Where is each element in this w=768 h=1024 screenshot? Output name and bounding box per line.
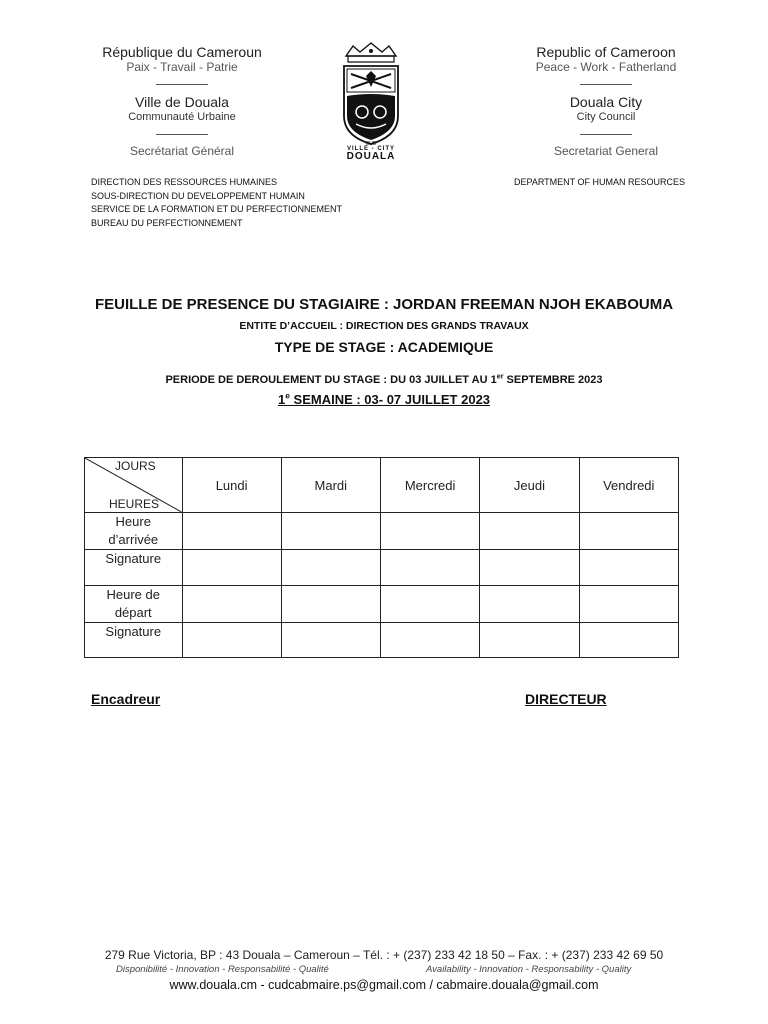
attendance-cell[interactable] <box>579 513 678 550</box>
divider <box>580 84 632 85</box>
week-label <box>0 392 768 407</box>
attendance-table <box>84 457 679 658</box>
days-axis-label: JOURS <box>115 459 156 473</box>
header-left-block <box>82 44 282 158</box>
motto-fr: Paix - Travail - Patrie <box>126 60 238 74</box>
city-name-en: Douala City <box>569 94 643 110</box>
motto-en: Peace - Work - Fatherland <box>535 60 677 74</box>
attendance-cell[interactable] <box>182 586 281 623</box>
label-line: d’arrivée <box>108 532 159 547</box>
signature-cell[interactable] <box>281 550 380 586</box>
attendance-cell[interactable] <box>281 513 380 550</box>
period-suffix: SEPTEMBRE 2023 <box>503 374 603 386</box>
corner-header-cell <box>85 458 183 513</box>
footer-values-fr: Disponibilité - Innovation - Responsabilité - Qualité <box>116 964 329 975</box>
header-right-block <box>506 44 706 158</box>
signature-cell[interactable] <box>480 550 579 586</box>
row-label-departure <box>85 586 183 623</box>
emblem-top-text: CUD <box>365 141 377 147</box>
department-line: SOUS-DIRECTION DU DEVELOPPEMENT HUMAIN <box>91 190 305 201</box>
signature-cell[interactable] <box>281 623 380 658</box>
table-row <box>85 513 679 550</box>
emblem-city-name: DOUALA <box>346 151 396 162</box>
day-header: Mardi <box>281 458 380 513</box>
hours-axis-label: HEURES <box>109 497 160 511</box>
row-label-arrival <box>85 513 183 550</box>
row-label-signature: Signature <box>85 550 183 586</box>
internship-period <box>0 374 768 386</box>
signature-cell[interactable] <box>579 550 678 586</box>
week-superscript: e <box>285 390 290 401</box>
host-entity: ENTITE D’ACCUEIL : DIRECTION DES GRANDS TRAVAUX <box>239 320 529 332</box>
signature-cell[interactable] <box>380 550 479 586</box>
row-label-signature: Signature <box>85 623 183 658</box>
period-prefix: PERIODE DE DEROULEMENT DU STAGE : DU 03 JUILLET AU 1 <box>165 374 497 386</box>
label-line: Heure <box>115 514 151 529</box>
week-prefix: 1 <box>277 392 286 407</box>
day-header: Vendredi <box>579 458 678 513</box>
footer-values-en: Availability - Innovation - Responsability - Quality <box>426 964 632 975</box>
department-en: DEPARTMENT OF HUMAN RESOURCES <box>514 177 686 187</box>
emblem-arc-text: VILLE - CITY <box>347 146 395 152</box>
label-line: départ <box>114 605 152 620</box>
attendance-cell[interactable] <box>480 586 579 623</box>
day-header: Jeudi <box>480 458 579 513</box>
city-name-fr: Ville de Douala <box>135 94 229 110</box>
table-row <box>85 623 679 658</box>
attendance-cell[interactable] <box>380 513 479 550</box>
day-header: Lundi <box>182 458 281 513</box>
department-line: SERVICE DE LA FORMATION ET DU PERFECTIONNEMENT <box>91 204 343 214</box>
footer-contacts: www.douala.cm - cudcabmaire.ps@gmail.com / cabmaire.douala@gmail.com <box>169 978 599 992</box>
table-row <box>85 586 679 623</box>
signature-cell[interactable] <box>182 623 281 658</box>
country-name-en: Republic of Cameroon <box>536 44 676 60</box>
attendance-cell[interactable] <box>281 586 380 623</box>
department-hierarchy <box>91 176 342 230</box>
department-line: DIRECTION DES RESSOURCES HUMAINES <box>91 177 278 187</box>
council-name-fr: Communauté Urbaine <box>128 111 236 123</box>
department-line: BUREAU DU PERFECTIONNEMENT <box>91 217 243 228</box>
director-label: DIRECTEUR <box>525 691 607 707</box>
supervisor-label: Encadreur <box>91 691 161 707</box>
signature-cell[interactable] <box>579 623 678 658</box>
douala-city-emblem <box>336 40 406 162</box>
attendance-cell[interactable] <box>380 586 479 623</box>
table-row <box>85 550 679 586</box>
internship-type: TYPE DE STAGE : ACADEMIQUE <box>274 339 494 355</box>
divider <box>156 84 208 85</box>
attendance-cell[interactable] <box>480 513 579 550</box>
period-superscript: er <box>496 372 504 381</box>
attendance-cell[interactable] <box>182 513 281 550</box>
footer-address: 279 Rue Victoria, BP : 43 Douala – Cameroun – Tél. : + (237) 233 42 18 50 – Fax. : + (237) 233 42 69 50 <box>104 948 664 962</box>
country-name-fr: République du Cameroun <box>102 44 262 60</box>
divider <box>580 134 632 135</box>
secretariat-en: Secretariat General <box>553 144 659 158</box>
attendance-cell[interactable] <box>579 586 678 623</box>
week-suffix: SEMAINE : 03- 07 JUILLET 2023 <box>289 392 491 407</box>
council-name-en: City Council <box>576 111 636 123</box>
divider <box>156 134 208 135</box>
signature-cell[interactable] <box>182 550 281 586</box>
secretariat-fr: Secrétariat Général <box>129 144 235 158</box>
table-header-row <box>85 458 679 513</box>
signature-cell[interactable] <box>480 623 579 658</box>
day-header: Mercredi <box>380 458 479 513</box>
label-line: Heure de <box>106 587 160 602</box>
signature-cell[interactable] <box>380 623 479 658</box>
document-title: FEUILLE DE PRESENCE DU STAGIAIRE : JORDAN FREEMAN NJOH EKABOUMA <box>94 296 674 313</box>
